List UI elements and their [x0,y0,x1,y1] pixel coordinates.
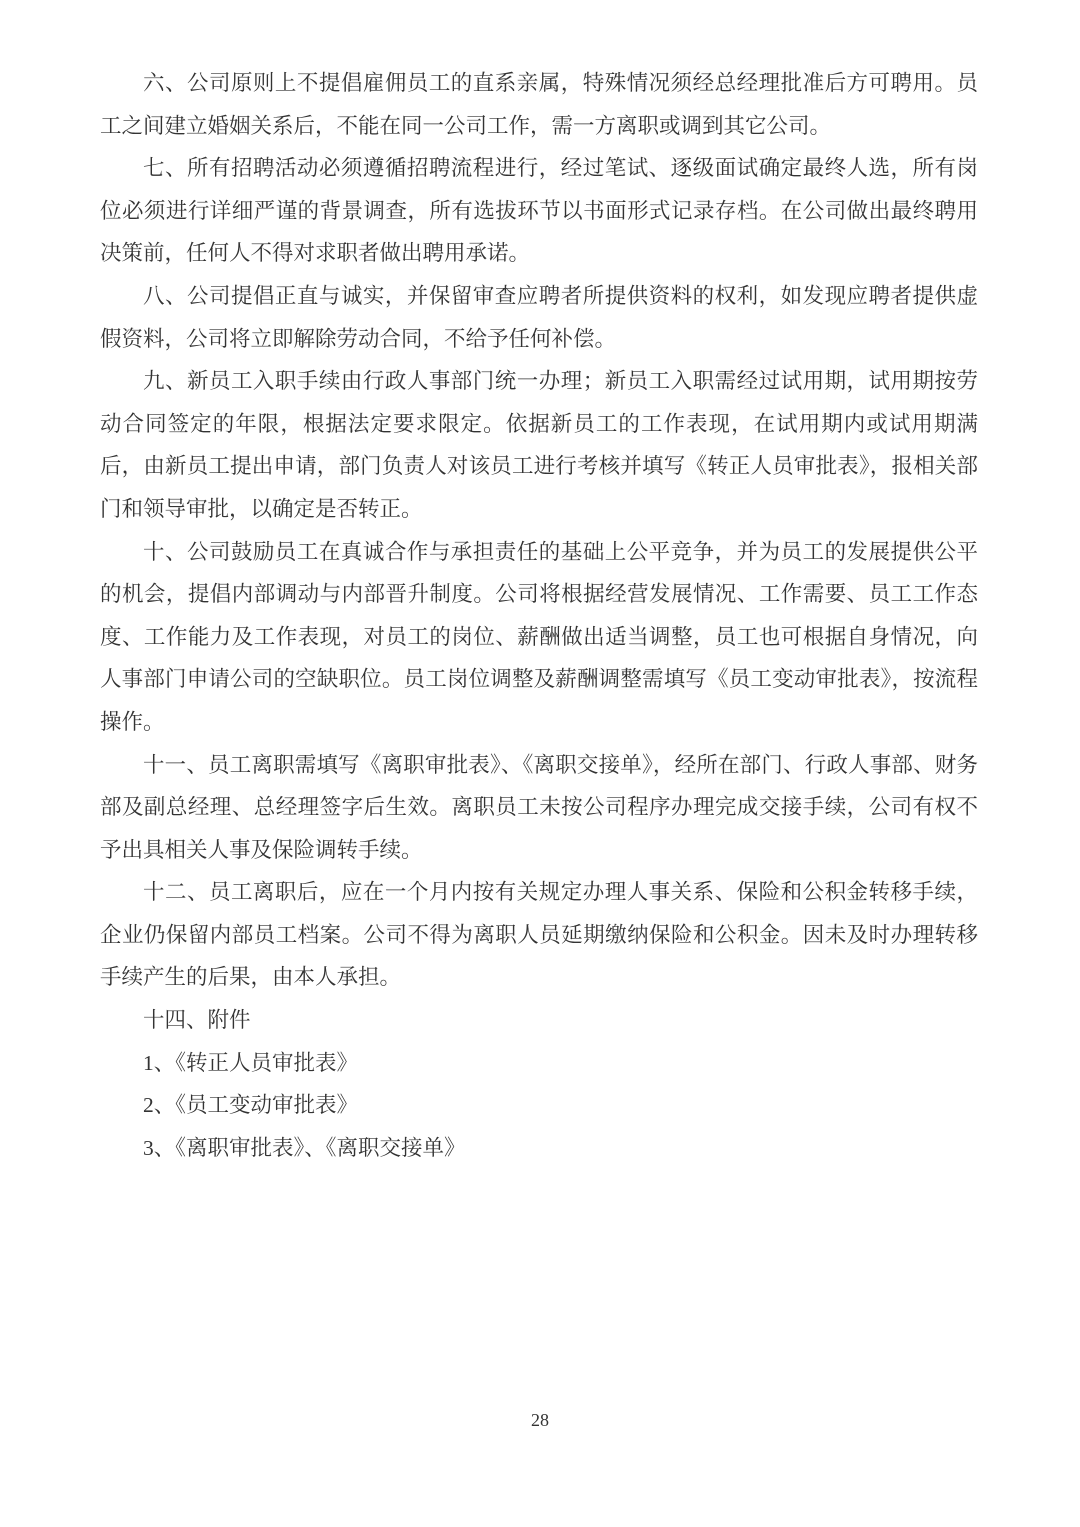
attachments-heading: 十四、附件 [143,1008,251,1033]
clause-12-paragraph: 十二、员工离职后，应在一个月内按有关规定办理人事关系、保险和公积金转移手续，企业仍保留内部员工档案。公司不得为离职人员延期缴纳保险和公积金。因未及时办理转移手续产生的后果，由本人承担。 [100,880,978,990]
page-number: 28 [531,1410,549,1430]
attachment-item-1: 1、《转正人员审批表》 [143,1050,359,1075]
page-footer [0,1405,1080,1435]
clause-7-paragraph: 七、所有招聘活动必须遵循招聘流程进行，经过笔试、逐级面试确定最终人选，所有岗位必须进行详细严谨的背景调查，所有选拔环节以书面形式记录存档。在公司做出最终聘用决策前，任何人不得对求职者做出聘用承诺。 [100,156,978,266]
clause-9-paragraph: 九、新员工入职手续由行政人事部门统一办理；新员工入职需经过试用期，试用期按劳动合同签定的年限，根据法定要求限定。依据新员工的工作表现，在试用期内或试用期满后，由新员工提出申请，部门负责人对该员工进行考核并填写《转正人员审批表》，报相关部门和领导审批，以确定是否转正。 [100,369,978,521]
clause-8-paragraph: 八、公司提倡正直与诚实，并保留审查应聘者所提供资料的权利，如发现应聘者提供虚假资料，公司将立即解除劳动合同，不给予任何补偿。 [100,283,978,351]
clause-11-paragraph: 十一、员工离职需填写《离职审批表》、《离职交接单》，经所在部门、行政人事部、财务部及副总经理、总经理签字后生效。离职员工未按公司程序办理完成交接手续，公司有权不予出具相关人事及保险调转手续。 [100,752,978,862]
clause-10-paragraph: 十、公司鼓励员工在真诚合作与承担责任的基础上公平竞争，并为员工的发展提供公平的机会，提倡内部调动与内部晋升制度。公司将根据经营发展情况、工作需要、员工工作态度、工作能力及工作表现，对员工的岗位、薪酬做出适当调整，员工也可根据自身情况，向人事部门申请公司的空缺职位。员工岗位调整及薪酬调整需填写《员工变动审批表》，按流程操作。 [100,539,978,734]
document-body [100,62,978,1169]
attachment-item-3: 3、《离职审批表》、《离职交接单》 [143,1135,466,1160]
clause-6-paragraph: 六、公司原则上不提倡雇佣员工的直系亲属，特殊情况须经总经理批准后方可聘用。员工之间建立婚姻关系后，不能在同一公司工作，需一方离职或调到其它公司。 [100,71,978,138]
attachment-item-2: 2、《员工变动审批表》 [143,1093,359,1118]
